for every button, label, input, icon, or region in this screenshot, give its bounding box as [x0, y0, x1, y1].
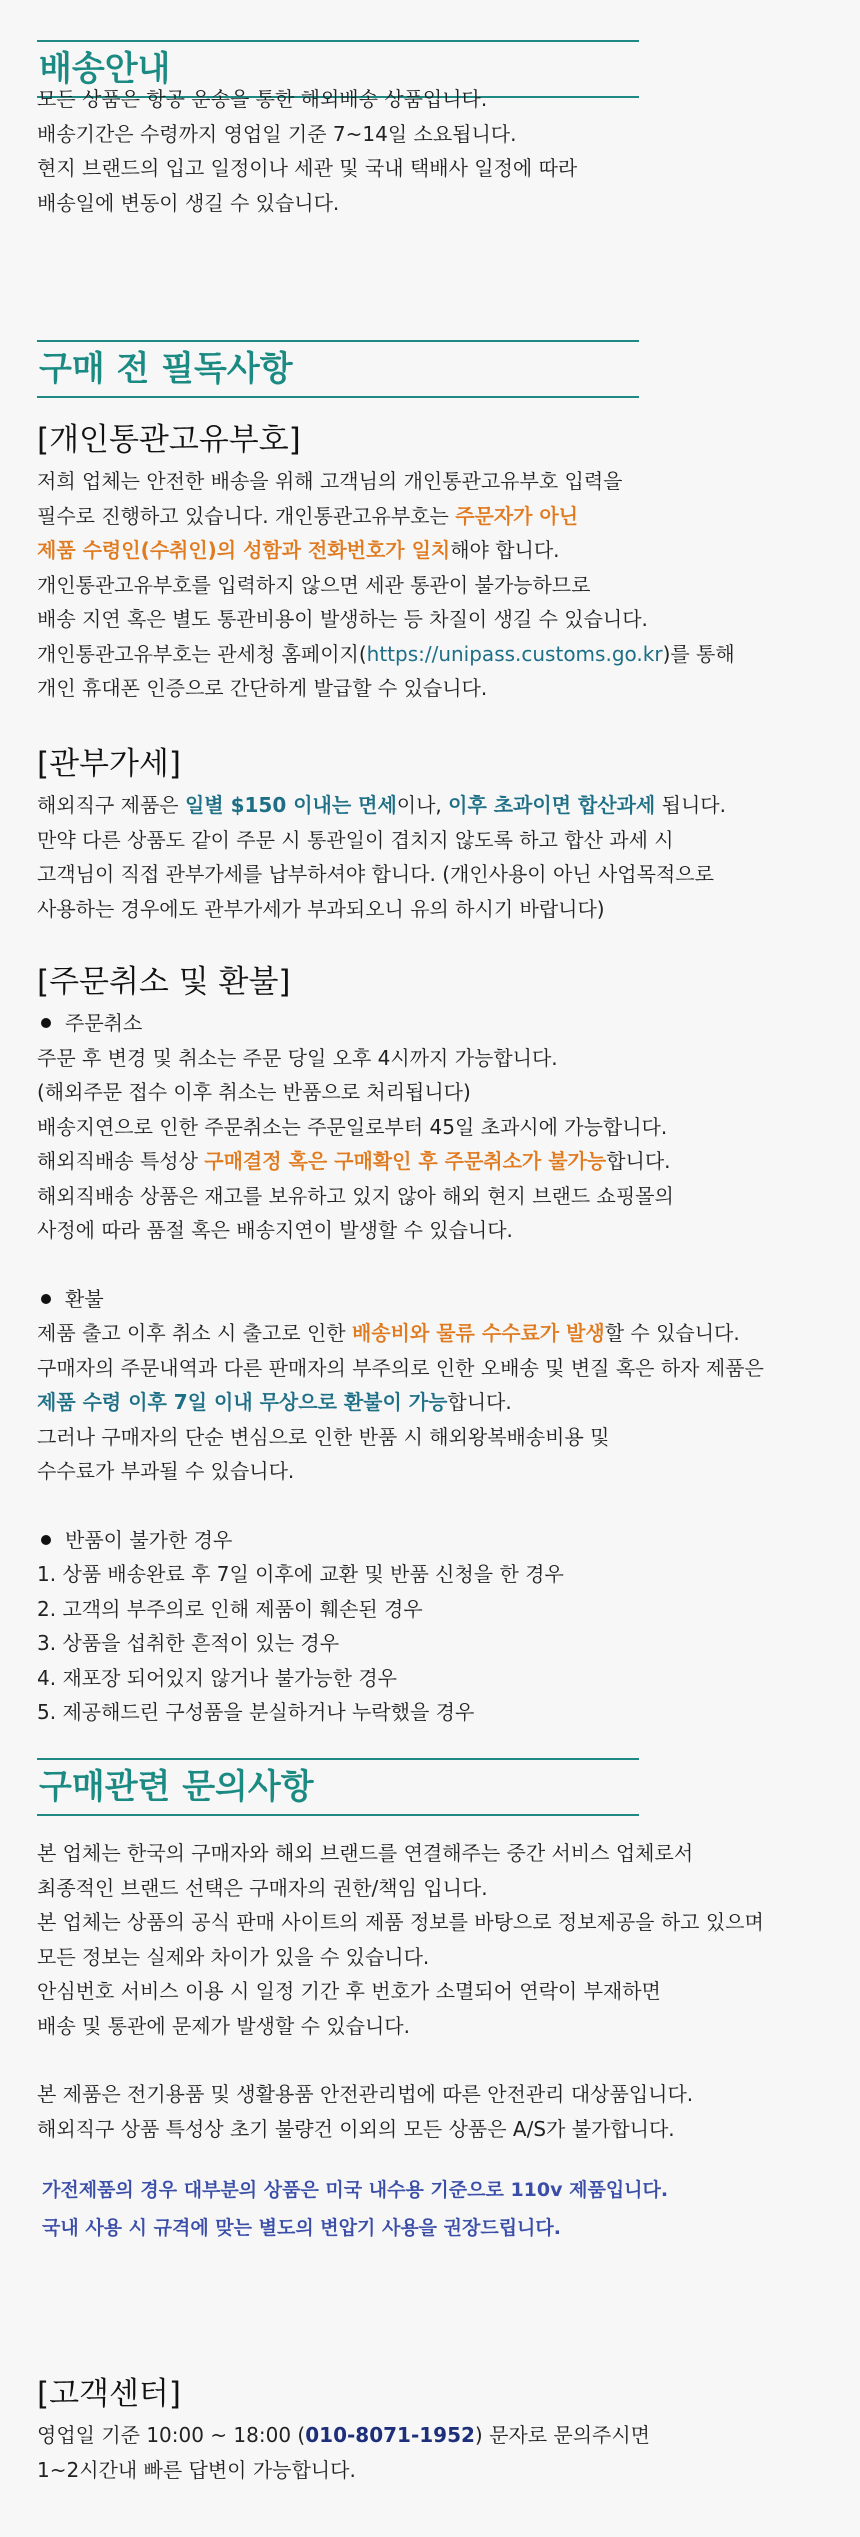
list-item: 5. 제공해드린 구성품을 분실하거나 누락했을 경우 — [37, 1700, 475, 1724]
text-line: 모든 정보는 실제와 차이가 있을 수 있습니다. — [37, 1944, 430, 1969]
text-line: 사용하는 경우에도 관부가세가 부과되오니 유의 하시기 바랍니다) — [37, 896, 605, 921]
text-line: 해외직배송 상품은 재고를 보유하고 있지 않아 해외 현지 브랜드 쇼핑몰의 — [37, 1183, 674, 1208]
divider — [37, 396, 639, 398]
section-title: 구매관련 문의사항 — [39, 1767, 314, 1807]
subsection-title: [고객센터] — [37, 2376, 181, 2412]
text-line: 최종적인 브랜드 선택은 구매자의 권한/책임 입니다. — [37, 1875, 488, 1900]
highlight-text: 제품 수령인(수취인)의 성함과 전화번호가 일치 — [37, 538, 451, 562]
text-line: 그러나 구매자의 단순 변심으로 인한 반품 시 해외왕복배송비용 및 — [37, 1424, 610, 1449]
spacer — [37, 2043, 837, 2077]
tax-block — [37, 740, 837, 926]
bullet-icon — [41, 1535, 51, 1545]
text-line: 개인통관고유부호를 입력하지 않으면 세관 통관이 불가능하므로 — [37, 572, 591, 597]
text-line: 저희 업체는 안전한 배송을 위해 고객님의 개인통관고유부호 입력을 — [37, 469, 623, 493]
highlight-text: 일별 $150 이내는 면세 — [184, 793, 397, 817]
list-item: 1. 상품 배송완료 후 7일 이후에 교환 및 반품 신청을 한 경우 — [37, 1562, 564, 1586]
text-line: 모든 상품은 항공 운송을 통한 해외배송 상품입니다. — [37, 87, 488, 111]
highlight-text: 구매결정 혹은 구매확인 후 주문취소가 불가능 — [204, 1149, 607, 1173]
text-line: 배송 지연 혹은 별도 통관비용이 발생하는 등 차질이 생길 수 있습니다. — [37, 607, 648, 631]
bullet-heading: 주문취소 — [37, 1006, 837, 1041]
bullet-icon — [41, 1294, 51, 1304]
section-title: 배송안내 — [39, 49, 171, 89]
highlight-text: 이후 초과이면 합산과세 — [448, 793, 656, 817]
text-line: 해외직배송 특성상 구매결정 혹은 구매확인 후 주문취소가 불가능합니다. — [37, 1149, 671, 1173]
text-line: 제품 수령인(수취인)의 성함과 전화번호가 일치해야 합니다. — [37, 538, 560, 562]
customer-center-block — [37, 2370, 837, 2487]
unipass-link[interactable]: https://unipass.customs.go.kr — [366, 641, 663, 666]
phone-number[interactable]: 010-8071-1952 — [305, 2423, 475, 2447]
bullet-heading: 환불 — [37, 1282, 837, 1317]
text-line: 영업일 기준 10:00 ~ 18:00 (010-8071-1952) 문자로 문의주시면 — [37, 2423, 650, 2447]
shipping-text — [37, 82, 837, 220]
section-header-must-read — [37, 340, 639, 398]
subsection-title: [관부가세] — [37, 746, 181, 782]
text-line: 개인 휴대폰 인증으로 간단하게 발급할 수 있습니다. — [37, 676, 488, 700]
subsection-title: [개인통관고유부호] — [37, 422, 301, 458]
text-line: 사정에 따라 품절 혹은 배송지연이 발생할 수 있습니다. — [37, 1218, 513, 1242]
text-line: 해외직구 제품은 일별 $150 이내는 면세이나, 이후 초과이면 합산과세 됩니다. — [37, 793, 726, 817]
text-line: 주문 후 변경 및 취소는 주문 당일 오후 4시까지 가능합니다. — [37, 1045, 558, 1070]
text-line: 해외직구 상품 특성상 초기 불량건 이외의 모든 상품은 A/S가 불가합니다. — [37, 2116, 675, 2141]
customs-code-block — [37, 416, 837, 706]
bullet-icon — [41, 1018, 51, 1028]
cancel-refund-block — [37, 958, 837, 1730]
text-line: 수수료가 부과될 수 있습니다. — [37, 1459, 295, 1483]
text-line: 만약 다른 상품도 같이 주문 시 통관일이 겹치지 않도록 하고 합산 과세 시 — [37, 827, 674, 852]
text-line: 제품 수령 이후 7일 이내 무상으로 환불이 가능합니다. — [37, 1390, 512, 1414]
list-item: 4. 재포장 되어있지 않거나 불가능한 경우 — [37, 1665, 397, 1690]
text-line: 본 업체는 상품의 공식 판매 사이트의 제품 정보를 바탕으로 정보제공을 하고 있으며 — [37, 1910, 764, 1934]
text-line: 본 업체는 한국의 구매자와 해외 브랜드를 연결해주는 중간 서비스 업체로서 — [37, 1841, 694, 1865]
text-line: 현지 브랜드의 입고 일정이나 세관 및 국내 택배사 일정에 따라 — [37, 156, 578, 180]
section-header-inquiry — [37, 1758, 639, 1816]
highlight-text: 주문자가 아닌 — [455, 503, 579, 528]
notice-line: 가전제품의 경우 대부분의 상품은 미국 내수용 기준으로 110v 제품입니다. — [42, 2179, 669, 2201]
text-line: 배송일에 변동이 생길 수 있습니다. — [37, 190, 340, 215]
text-line: 구매자의 주문내역과 다른 판매자의 부주의로 인한 오배송 및 변질 혹은 하자 제품은 — [37, 1355, 764, 1380]
text-line: 개인통관고유부호는 관세청 홈페이지(https://unipass.customs.go.kr)를 통해 — [37, 641, 735, 666]
highlight-text: 제품 수령 이후 7일 이내 무상으로 환불이 가능 — [37, 1390, 448, 1414]
text-line: 안심번호 서비스 이용 시 일정 기간 후 번호가 소멸되어 연락이 부재하면 — [37, 1979, 661, 2003]
text-line: 고객님이 직접 관부가세를 납부하셔야 합니다. (개인사용이 아닌 사업목적으로 — [37, 862, 714, 886]
voltage-notice — [42, 2171, 842, 2247]
notice-line: 국내 사용 시 규격에 맞는 별도의 변압기 사용을 권장드립니다. — [42, 2217, 561, 2239]
section-title: 구매 전 필독사항 — [39, 349, 293, 389]
highlight-text: 배송비와 물류 수수료가 발생 — [351, 1321, 605, 1345]
spacer — [37, 1248, 837, 1282]
spacer — [37, 1489, 837, 1523]
subsection-title: [주문취소 및 환불] — [37, 964, 291, 1000]
list-item: 2. 고객의 부주의로 인해 제품이 훼손된 경우 — [37, 1596, 423, 1621]
inquiry-text — [37, 1836, 837, 2146]
text-line: 배송지연으로 인한 주문취소는 주문일로부터 45일 초과시에 가능합니다. — [37, 1114, 668, 1139]
text-line: 1~2시간내 빠른 답변이 가능합니다. — [37, 2457, 356, 2482]
list-item: 3. 상품을 섭취한 흔적이 있는 경우 — [37, 1631, 340, 1655]
text-line: 본 제품은 전기용품 및 생활용품 안전관리법에 따른 안전관리 대상품입니다. — [37, 2082, 694, 2106]
bullet-heading: 반품이 불가한 경우 — [37, 1523, 837, 1558]
divider — [37, 1814, 639, 1816]
text-line: 필수로 진행하고 있습니다. 개인통관고유부호는 주문자가 아닌 — [37, 503, 579, 528]
text-line: (해외주문 접수 이후 취소는 반품으로 처리됩니다) — [37, 1080, 471, 1104]
text-line: 배송 및 통관에 문제가 발생할 수 있습니다. — [37, 2013, 410, 2038]
text-line: 제품 출고 이후 취소 시 출고로 인한 배송비와 물류 수수료가 발생할 수 있습니다. — [37, 1321, 740, 1345]
text-line: 배송기간은 수령까지 영업일 기준 7~14일 소요됩니다. — [37, 121, 517, 146]
